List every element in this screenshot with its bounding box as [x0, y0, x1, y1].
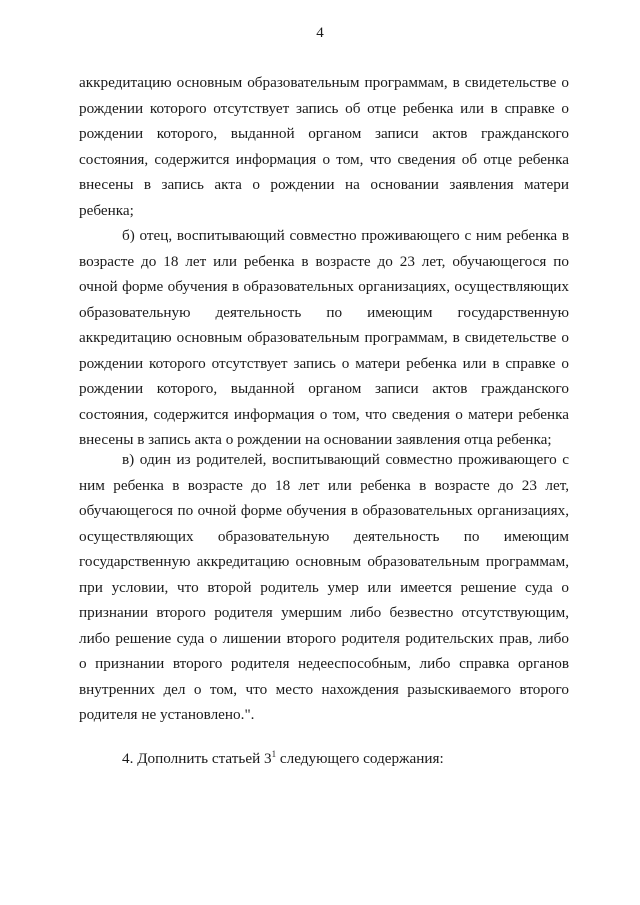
- text-line: либо решение суда о лишении второго родителя родительских прав, либо: [79, 629, 569, 647]
- text-line: внутренних дел о том, что место нахождения разыскиваемого второго: [79, 680, 569, 698]
- item-4-text-rest: следующего содержания:: [276, 750, 444, 767]
- text-line: о признании второго родителя недееспособным, либо справка органов: [79, 655, 569, 672]
- text-line: государственную аккредитацию основным образовательным программам,: [79, 553, 569, 570]
- text-line: аккредитацию основным образовательным программам, в свидетельстве о: [79, 329, 569, 346]
- text-line: аккредитацию основным образовательным программам, в свидетельстве о: [79, 74, 569, 91]
- text-line: состояния, содержится информация о том, что сведения об отце ребенка: [79, 150, 569, 168]
- text-line: внесены в запись акта о рождении на основании заявления отца ребенка;: [79, 431, 552, 448]
- text-line: возрасте до 18 лет или ребенка в возрасте до 23 лет, обучающегося по: [79, 252, 569, 270]
- text-line: рождении которого отсутствует запись об отце ребенка или в справке о: [79, 99, 569, 117]
- text-line: рождении которого отсутствует запись о матери ребенка или в справке о: [79, 354, 569, 372]
- text-line: состояния, содержится информация о том, что сведения о матери ребенка: [79, 405, 569, 423]
- text-line: в) один из родителей, воспитывающий совместно проживающего с: [122, 451, 569, 468]
- superscript-index: 1: [271, 748, 277, 759]
- text-line: рождении которого, выданной органом записи актов гражданского: [79, 125, 569, 142]
- text-line: родителя не установлено.".: [79, 706, 255, 723]
- text-line: образовательную деятельность по имеющим государственную: [79, 303, 569, 321]
- text-line: рождении которого, выданной органом записи актов гражданского: [79, 380, 569, 397]
- paragraph-continuation: [79, 70, 569, 223]
- item-4-paragraph: [79, 746, 569, 772]
- paragraph-v: [79, 447, 569, 728]
- page-number: 4: [316, 25, 324, 41]
- text-line: очной форме обучения в образовательных организациях, осуществляющих: [79, 278, 569, 295]
- text-line: признании второго родителя умершим либо безвестно отсутствующим,: [79, 604, 569, 621]
- text-line: осуществляющих образовательную деятельность по имеющим: [79, 527, 569, 545]
- text-line: обучающегося по очной форме обучения в образовательных организациях,: [79, 502, 569, 519]
- item-4-text: 4. Дополнить статьей 3: [122, 750, 272, 767]
- paragraph-b: [79, 223, 569, 453]
- text-line: ним ребенка в возрасте до 18 лет или ребенка в возрасте до 23 лет,: [79, 476, 569, 494]
- text-line: б) отец, воспитывающий совместно проживающего с ним ребенка в: [122, 227, 569, 244]
- text-line: внесены в запись акта о рождении на основании заявления матери: [79, 176, 569, 193]
- text-line: [79, 746, 569, 772]
- text-line: ребенка;: [79, 201, 134, 219]
- text-line: при условии, что второй родитель умер или имеется решение суда о: [79, 578, 569, 596]
